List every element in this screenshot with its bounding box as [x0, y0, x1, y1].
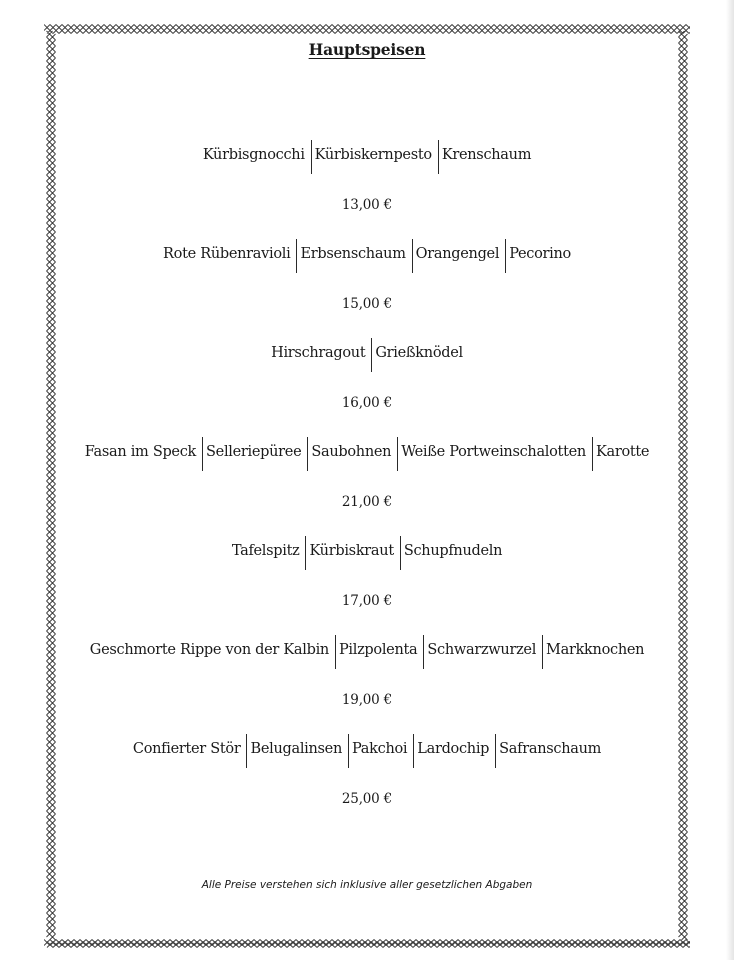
dish-line — [0, 542, 734, 570]
component-separator — [592, 437, 593, 471]
dish-component: Kürbisgnocchi — [202, 147, 305, 163]
component-separator — [400, 536, 401, 570]
component-separator — [412, 239, 413, 273]
dish-line — [0, 740, 734, 768]
dish-line — [0, 146, 734, 174]
dish-component: Schwarzwurzel — [427, 642, 537, 658]
component-separator — [246, 734, 247, 768]
component-separator — [348, 734, 349, 768]
dish-price: 19,00 € — [341, 692, 393, 708]
dish-component: Selleriepüree — [206, 444, 302, 460]
component-separator — [311, 140, 312, 174]
component-separator — [542, 635, 543, 669]
component-separator — [202, 437, 203, 471]
dish-line — [0, 641, 734, 669]
dish-price: 16,00 € — [341, 395, 393, 411]
dish-component: Confierter Stör — [132, 741, 241, 757]
dish-component: Weiße Portweinschalotten — [401, 444, 586, 460]
menu-section-title: Hauptspeisen — [308, 40, 426, 59]
dish-component: Krenschaum — [441, 147, 532, 163]
component-separator — [495, 734, 496, 768]
price-footnote: Alle Preise verstehen sich inklusive aller gesetzlichen Abgaben — [201, 879, 533, 891]
dish-line — [0, 443, 734, 471]
dish-line — [0, 344, 734, 372]
dish-component: Lardochip — [417, 741, 490, 757]
component-separator — [296, 239, 297, 273]
dish-component: Saubohnen — [311, 444, 392, 460]
dish-price: 15,00 € — [341, 296, 393, 312]
dish-component: Pecorino — [509, 246, 571, 262]
dish-component: Rote Rübenravioli — [163, 246, 291, 262]
dish-component: Pakchoi — [352, 741, 408, 757]
dish-component: Fasan im Speck — [84, 444, 197, 460]
component-separator — [505, 239, 506, 273]
component-separator — [305, 536, 306, 570]
dish-component: Hirschragout — [271, 345, 366, 361]
component-separator — [307, 437, 308, 471]
component-separator — [413, 734, 414, 768]
dish-component: Belugalinsen — [250, 741, 342, 757]
dish-component: Erbsenschaum — [300, 246, 406, 262]
dish-component: Tafelspitz — [231, 543, 300, 559]
component-separator — [371, 338, 372, 372]
page-edge-shadow — [726, 0, 734, 960]
dish-price: 25,00 € — [341, 791, 393, 807]
dish-price: 13,00 € — [341, 197, 393, 213]
component-separator — [438, 140, 439, 174]
dish-price: 21,00 € — [341, 494, 393, 510]
dish-component: Safranschaum — [499, 741, 602, 757]
dish-line — [0, 245, 734, 273]
dish-component: Markknochen — [546, 642, 645, 658]
dish-component: Pilzpolenta — [338, 642, 418, 658]
component-separator — [423, 635, 424, 669]
dish-component: Geschmorte Rippe von der Kalbin — [89, 642, 329, 658]
dish-component: Kürbiskraut — [309, 543, 394, 559]
dish-component: Grießknödel — [375, 345, 463, 361]
component-separator — [335, 635, 336, 669]
dish-component: Schupfnudeln — [403, 543, 503, 559]
dish-price: 17,00 € — [341, 593, 393, 609]
dish-component: Karotte — [595, 444, 650, 460]
component-separator — [397, 437, 398, 471]
dish-component: Kürbiskernpesto — [314, 147, 432, 163]
dish-component: Orangengel — [415, 246, 500, 262]
